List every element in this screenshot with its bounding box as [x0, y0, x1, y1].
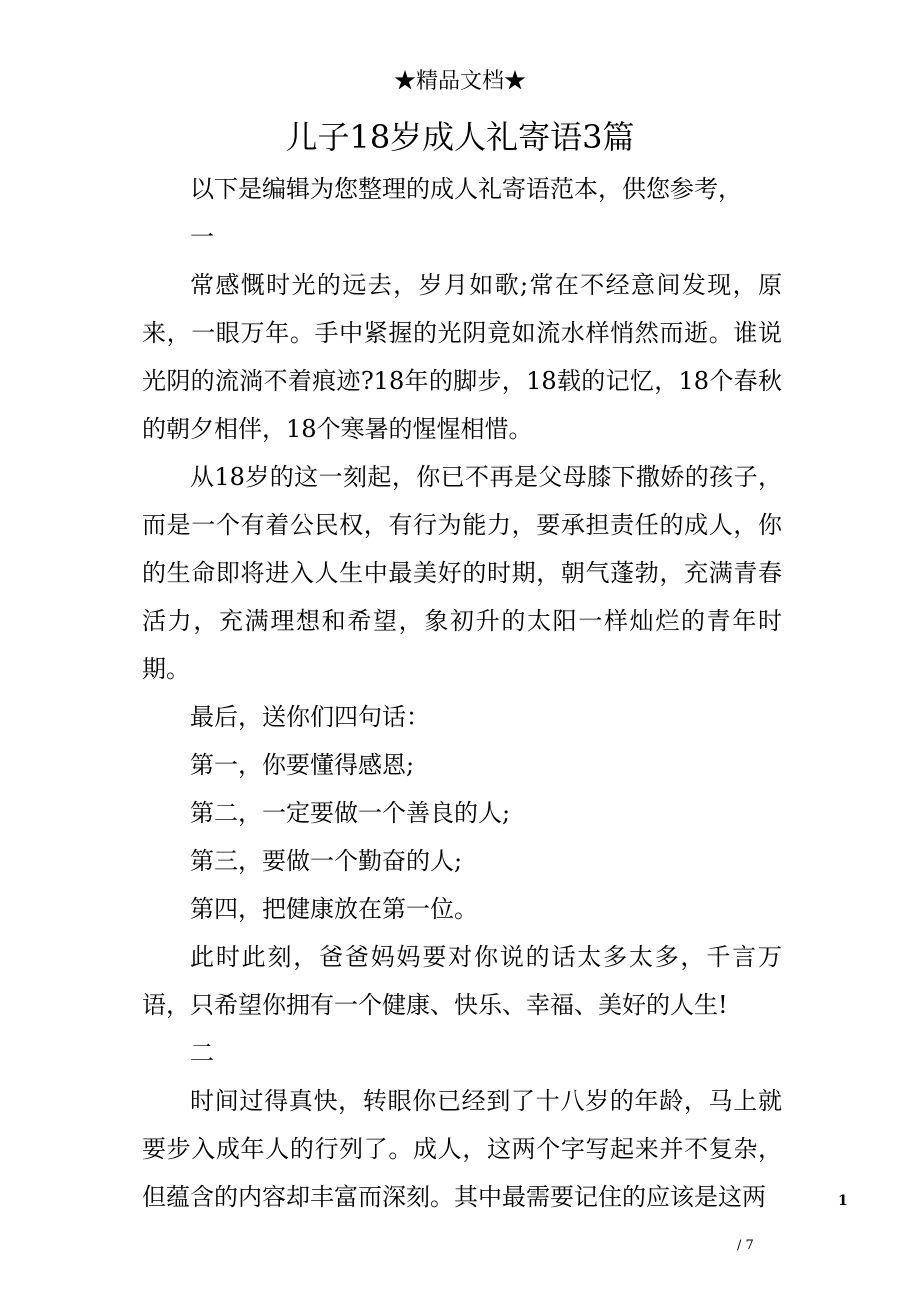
list-item: 第四，把健康放在第一位。 [190, 895, 478, 923]
document-body [142, 165, 782, 1221]
page-number: 1 [838, 1193, 848, 1209]
body-paragraph: 最后，送你们四句话： [190, 703, 430, 731]
section-marker-two: 二 [190, 1039, 214, 1067]
document-title: 儿子18岁成人礼寄语3篇 [285, 118, 635, 156]
list-item: 第三，要做一个勤奋的人; [190, 847, 463, 875]
body-paragraph: 从18岁的这一刻起，你已不再是父母膝下撒娇的孩子，而是一个有着公民权，有行为能力，要承担责任的成人，你的生命即将进入人生中最美好的时期，朝气蓬勃，充满青春活力，充满理想和希望，象初升的太阳一样灿烂的青年时期。 [142, 463, 782, 683]
list-item: 第二，一定要做一个善良的人; [190, 799, 511, 827]
list-item: 第一，你要懂得感恩; [190, 751, 415, 779]
page-total: / 7 [737, 1238, 754, 1253]
body-paragraph: 此时此刻，爸爸妈妈要对你说的话太多太多，千言万语，只希望你拥有一个健康、快乐、幸福、美好的人生! [142, 943, 782, 1019]
body-paragraph: 常感慨时光的远去，岁月如歌;常在不经意间发现，原来，一眼万年。手中紧握的光阴竟如流水样悄然而逝。谁说光阴的流淌不着痕迹?18年的脚步，18载的记忆，18个春秋的朝夕相伴，18个寒暑的惺惺相惜。 [142, 271, 782, 443]
section-marker-one: 一 [190, 223, 214, 251]
document-header: ★精品文档★ [393, 69, 526, 94]
intro-paragraph: 以下是编辑为您整理的成人礼寄语范本，供您参考， [190, 175, 742, 203]
body-paragraph: 时间过得真快，转眼你已经到了十八岁的年龄，马上就要步入成年人的行列了。成人，这两个字写起来并不复杂，但蕴含的内容却丰富而深刻。其中最需要记住的应该是这两 [142, 1087, 782, 1211]
